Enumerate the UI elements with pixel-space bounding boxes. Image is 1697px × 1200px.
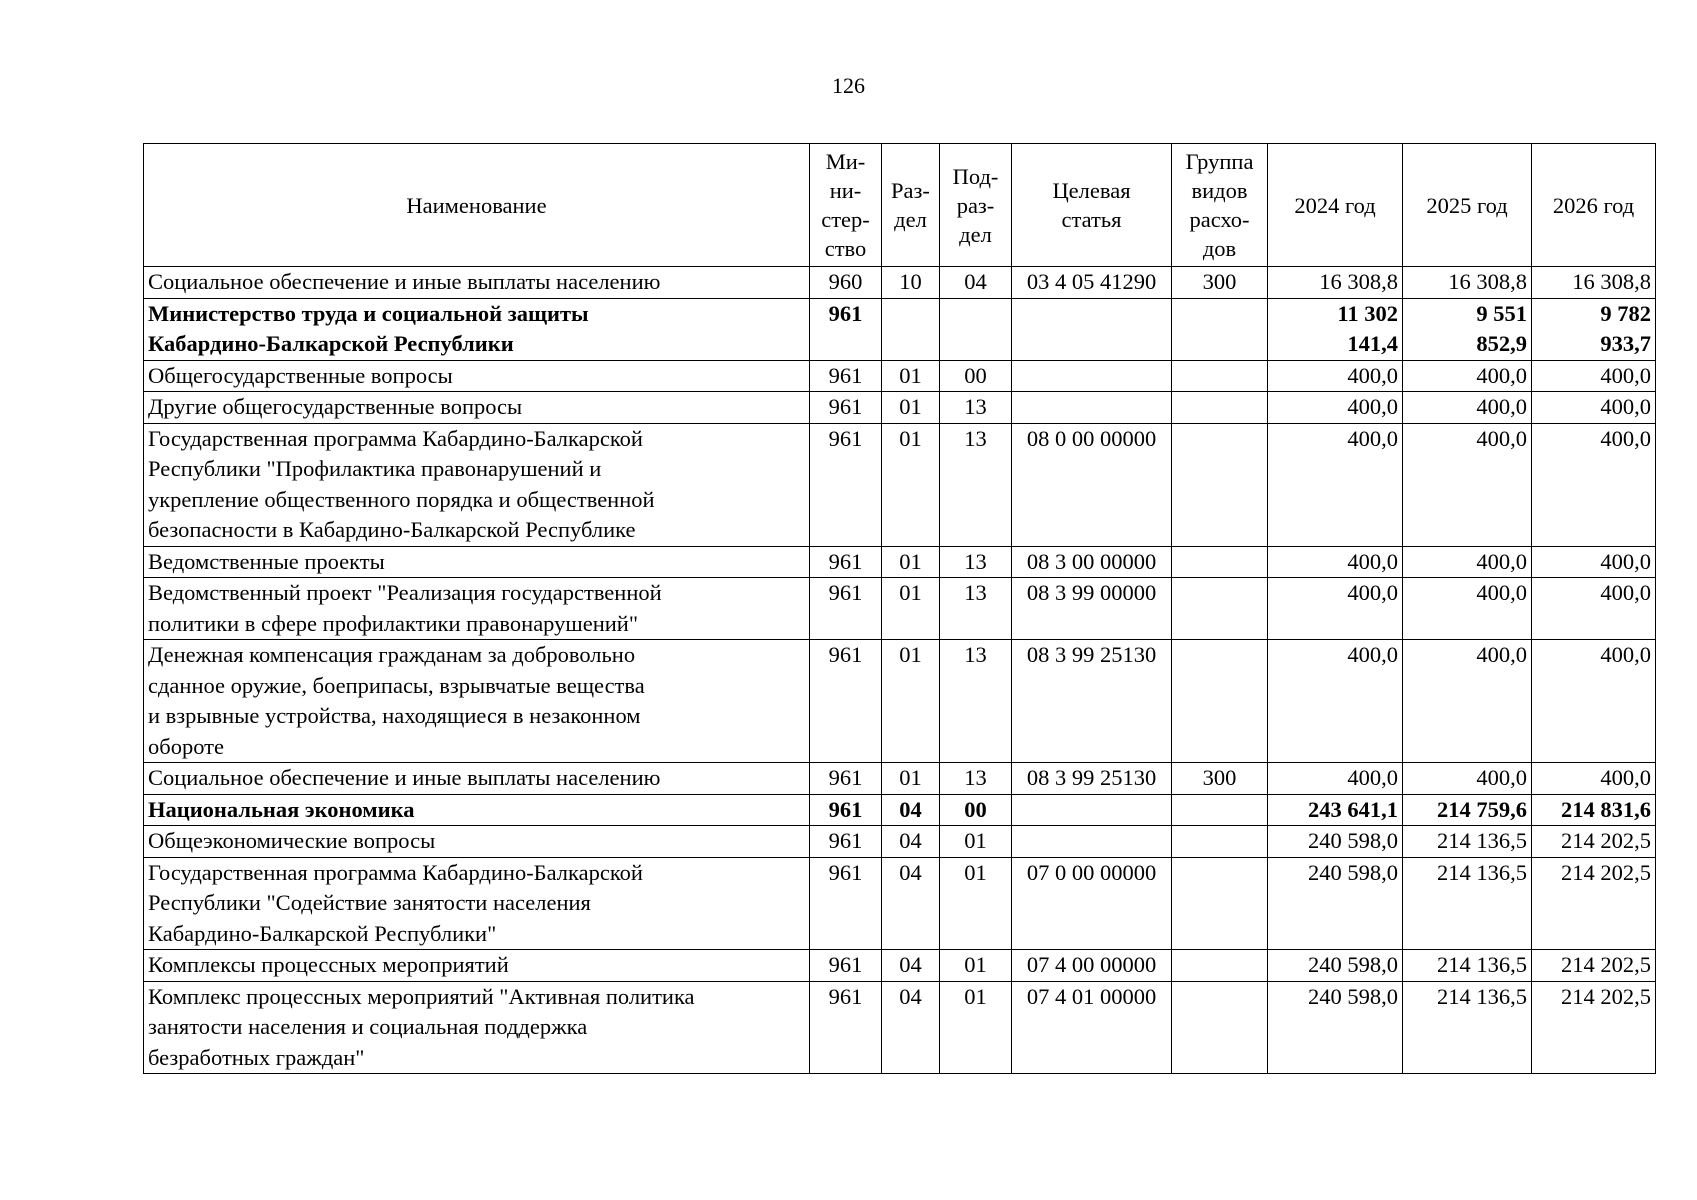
header-2024: 2024 год bbox=[1268, 144, 1403, 267]
cell-line: Республики "Содействие занятости населения bbox=[148, 890, 591, 915]
header-line: раз- bbox=[956, 192, 995, 218]
cell-line: и взрывные устройства, находящиеся в незаконном bbox=[148, 703, 641, 728]
cell-group bbox=[1172, 981, 1268, 1074]
cell-ministry: 961 bbox=[810, 578, 882, 640]
cell-y2026 bbox=[1532, 392, 1656, 424]
page-number: 126 bbox=[832, 73, 865, 98]
cell-y2024 bbox=[1268, 857, 1403, 950]
header-line: статья bbox=[1061, 207, 1122, 232]
cell-name bbox=[144, 546, 810, 578]
cell-ministry: 961 bbox=[810, 981, 882, 1074]
cell-line: 9 782 bbox=[1600, 300, 1651, 326]
cell-ministry: 961 bbox=[810, 857, 882, 950]
header-line: Целевая bbox=[1052, 178, 1131, 203]
cell-subsection bbox=[940, 298, 1012, 360]
table-body bbox=[144, 267, 1656, 1074]
cell-line: 400,0 bbox=[1347, 548, 1398, 574]
cell-y2026 bbox=[1532, 546, 1656, 578]
cell-y2024 bbox=[1268, 763, 1403, 795]
cell-line: 400,0 bbox=[1476, 548, 1527, 574]
cell-line: Социальное обеспечение и иные выплаты населению bbox=[148, 269, 661, 294]
header-line: видов bbox=[1191, 178, 1248, 203]
cell-line: 214 136,5 bbox=[1437, 828, 1527, 853]
cell-y2025 bbox=[1403, 950, 1532, 982]
cell-line: 400,0 bbox=[1347, 765, 1398, 790]
cell-name bbox=[144, 423, 810, 546]
cell-y2026 bbox=[1532, 267, 1656, 299]
cell-y2024 bbox=[1268, 578, 1403, 640]
cell-y2025 bbox=[1403, 763, 1532, 795]
cell-name bbox=[144, 267, 810, 299]
cell-line: 400,0 bbox=[1347, 425, 1398, 451]
cell-line: 400,0 bbox=[1476, 425, 1527, 451]
cell-y2026 bbox=[1532, 857, 1656, 950]
cell-y2025 bbox=[1403, 826, 1532, 858]
cell-line: 400,0 bbox=[1600, 580, 1651, 605]
cell-group bbox=[1172, 950, 1268, 982]
cell-target: 07 0 00 00000 bbox=[1012, 857, 1172, 950]
cell-section: 01 bbox=[882, 392, 940, 424]
cell-line: Кабардино-Балкарской Республики bbox=[148, 331, 514, 356]
cell-target: 08 3 00 00000 bbox=[1012, 546, 1172, 578]
cell-y2026 bbox=[1532, 794, 1656, 826]
cell-line: Комплексы процессных мероприятий bbox=[148, 952, 509, 977]
cell-name bbox=[144, 857, 810, 950]
cell-section: 01 bbox=[882, 640, 940, 763]
cell-line: 240 598,0 bbox=[1308, 828, 1398, 853]
header-line: Ми- bbox=[825, 149, 866, 174]
cell-name bbox=[144, 578, 810, 640]
cell-name bbox=[144, 763, 810, 795]
cell-y2025 bbox=[1403, 640, 1532, 763]
cell-line: безработных граждан" bbox=[148, 1044, 365, 1070]
table-row bbox=[144, 267, 1656, 299]
table-row bbox=[144, 763, 1656, 795]
cell-y2024 bbox=[1268, 546, 1403, 578]
cell-target: 08 3 99 25130 bbox=[1012, 763, 1172, 795]
cell-line: Министерство труда и социальной защиты bbox=[148, 300, 589, 326]
cell-y2025 bbox=[1403, 578, 1532, 640]
cell-group bbox=[1172, 578, 1268, 640]
cell-line: 214 202,5 bbox=[1561, 952, 1651, 977]
cell-line: 400,0 bbox=[1347, 580, 1398, 605]
cell-section: 04 bbox=[882, 950, 940, 982]
table-row bbox=[144, 423, 1656, 546]
cell-subsection: 01 bbox=[940, 950, 1012, 982]
cell-line: 141,4 bbox=[1347, 331, 1398, 356]
table-row bbox=[144, 794, 1656, 826]
cell-name bbox=[144, 298, 810, 360]
cell-line: 240 598,0 bbox=[1308, 859, 1398, 885]
cell-subsection: 13 bbox=[940, 578, 1012, 640]
cell-subsection: 13 bbox=[940, 392, 1012, 424]
cell-group bbox=[1172, 298, 1268, 360]
cell-subsection: 01 bbox=[940, 857, 1012, 950]
cell-target: 08 0 00 00000 bbox=[1012, 423, 1172, 546]
cell-group bbox=[1172, 360, 1268, 392]
cell-line: Государственная программа Кабардино-Балкарской bbox=[148, 859, 643, 885]
table-header-row bbox=[144, 144, 1656, 267]
cell-line: обороте bbox=[148, 733, 224, 759]
cell-y2026 bbox=[1532, 640, 1656, 763]
header-target bbox=[1012, 144, 1172, 267]
cell-line: 400,0 bbox=[1600, 362, 1651, 388]
header-line: расхо- bbox=[1189, 207, 1250, 232]
cell-group bbox=[1172, 826, 1268, 858]
cell-subsection: 13 bbox=[940, 640, 1012, 763]
cell-section: 01 bbox=[882, 763, 940, 795]
cell-y2024 bbox=[1268, 826, 1403, 858]
cell-group: 300 bbox=[1172, 763, 1268, 795]
cell-line: 214 202,5 bbox=[1561, 859, 1651, 885]
cell-line: 16 308,8 bbox=[1319, 269, 1398, 294]
cell-y2024 bbox=[1268, 981, 1403, 1074]
header-line: дел bbox=[959, 221, 992, 247]
cell-line: Общеэкономические вопросы bbox=[148, 828, 436, 853]
cell-name bbox=[144, 981, 810, 1074]
cell-name bbox=[144, 392, 810, 424]
cell-y2026 bbox=[1532, 950, 1656, 982]
header-line: Группа bbox=[1185, 149, 1254, 174]
cell-group bbox=[1172, 857, 1268, 950]
cell-line: 16 308,8 bbox=[1448, 269, 1527, 294]
header-line: Раз- bbox=[891, 178, 930, 203]
cell-line: 214 202,5 bbox=[1561, 983, 1651, 1009]
cell-y2025 bbox=[1403, 298, 1532, 360]
cell-line: 214 136,5 bbox=[1437, 859, 1527, 885]
cell-target: 03 4 05 41290 bbox=[1012, 267, 1172, 299]
cell-line: 400,0 bbox=[1476, 362, 1527, 388]
cell-line: 214 136,5 bbox=[1437, 983, 1527, 1009]
cell-section: 01 bbox=[882, 423, 940, 546]
cell-ministry: 961 bbox=[810, 298, 882, 360]
cell-target bbox=[1012, 298, 1172, 360]
cell-target bbox=[1012, 826, 1172, 858]
cell-line: 240 598,0 bbox=[1308, 983, 1398, 1009]
cell-subsection: 13 bbox=[940, 763, 1012, 795]
budget-table bbox=[143, 143, 1656, 1074]
cell-line: Государственная программа Кабардино-Балкарской bbox=[148, 425, 643, 451]
cell-line: 400,0 bbox=[1600, 394, 1651, 419]
cell-line: Социальное обеспечение и иные выплаты населению bbox=[148, 765, 661, 790]
cell-line: 400,0 bbox=[1476, 765, 1527, 790]
cell-line: 214 831,6 bbox=[1561, 796, 1651, 822]
cell-y2025 bbox=[1403, 857, 1532, 950]
cell-section: 04 bbox=[882, 981, 940, 1074]
cell-line: 933,7 bbox=[1600, 331, 1651, 356]
header-section bbox=[882, 144, 940, 267]
cell-line: Национальная экономика bbox=[148, 796, 415, 822]
table-row bbox=[144, 981, 1656, 1074]
cell-line: 214 136,5 bbox=[1437, 952, 1527, 977]
cell-name bbox=[144, 360, 810, 392]
header-ministry bbox=[810, 144, 882, 267]
header-subsection bbox=[940, 144, 1012, 267]
header-line: дел bbox=[894, 207, 927, 232]
cell-ministry: 961 bbox=[810, 640, 882, 763]
cell-line: 243 641,1 bbox=[1308, 796, 1398, 822]
cell-line: Общегосударственные вопросы bbox=[148, 362, 453, 388]
cell-subsection: 01 bbox=[940, 826, 1012, 858]
cell-line: 400,0 bbox=[1347, 362, 1398, 388]
cell-ministry: 961 bbox=[810, 794, 882, 826]
cell-line: Ведомственный проект "Реализация государственной bbox=[148, 580, 662, 605]
cell-y2024 bbox=[1268, 950, 1403, 982]
cell-section: 04 bbox=[882, 826, 940, 858]
cell-line: политики в сфере профилактики правонарушений" bbox=[148, 610, 639, 636]
cell-y2024 bbox=[1268, 640, 1403, 763]
cell-line: Комплекс процессных мероприятий "Активная политика bbox=[148, 983, 695, 1009]
cell-ministry: 961 bbox=[810, 392, 882, 424]
header-2026: 2026 год bbox=[1532, 144, 1656, 267]
cell-line: 400,0 bbox=[1476, 642, 1527, 667]
cell-y2026 bbox=[1532, 298, 1656, 360]
cell-y2024 bbox=[1268, 423, 1403, 546]
cell-target: 08 3 99 00000 bbox=[1012, 578, 1172, 640]
table-row bbox=[144, 578, 1656, 640]
cell-y2026 bbox=[1532, 578, 1656, 640]
cell-section: 04 bbox=[882, 794, 940, 826]
cell-ministry: 961 bbox=[810, 423, 882, 546]
cell-line: 852,9 bbox=[1476, 331, 1527, 356]
cell-line: 400,0 bbox=[1476, 394, 1527, 419]
cell-line: 400,0 bbox=[1347, 394, 1398, 419]
cell-group: 300 bbox=[1172, 267, 1268, 299]
cell-subsection: 13 bbox=[940, 546, 1012, 578]
cell-y2025 bbox=[1403, 423, 1532, 546]
cell-line: Денежная компенсация гражданам за добровольно bbox=[148, 642, 636, 667]
cell-subsection: 04 bbox=[940, 267, 1012, 299]
cell-subsection: 00 bbox=[940, 794, 1012, 826]
header-line: стер- bbox=[821, 207, 870, 232]
table-row bbox=[144, 640, 1656, 763]
cell-line: 400,0 bbox=[1600, 765, 1651, 790]
cell-line: 400,0 bbox=[1476, 580, 1527, 605]
cell-ministry: 961 bbox=[810, 763, 882, 795]
cell-group bbox=[1172, 640, 1268, 763]
table-row bbox=[144, 392, 1656, 424]
cell-line: 400,0 bbox=[1600, 548, 1651, 574]
table-row bbox=[144, 298, 1656, 360]
table-row bbox=[144, 950, 1656, 982]
cell-group bbox=[1172, 546, 1268, 578]
cell-target bbox=[1012, 360, 1172, 392]
cell-y2024 bbox=[1268, 267, 1403, 299]
cell-line: Республики "Профилактика правонарушений и bbox=[148, 456, 602, 481]
cell-line: 240 598,0 bbox=[1308, 952, 1398, 977]
cell-section bbox=[882, 298, 940, 360]
cell-y2026 bbox=[1532, 763, 1656, 795]
table-row bbox=[144, 546, 1656, 578]
cell-line: Другие общегосударственные вопросы bbox=[148, 394, 523, 419]
cell-line: 214 202,5 bbox=[1561, 828, 1651, 853]
header-line: ни- bbox=[829, 178, 862, 203]
cell-ministry: 961 bbox=[810, 950, 882, 982]
cell-subsection: 13 bbox=[940, 423, 1012, 546]
cell-ministry: 961 bbox=[810, 826, 882, 858]
cell-y2024 bbox=[1268, 392, 1403, 424]
cell-target: 07 4 00 00000 bbox=[1012, 950, 1172, 982]
table-row bbox=[144, 826, 1656, 858]
cell-y2025 bbox=[1403, 360, 1532, 392]
header-line: ство bbox=[824, 236, 867, 261]
cell-name bbox=[144, 950, 810, 982]
cell-line: сданное оружие, боеприпасы, взрывчатые вещества bbox=[148, 672, 645, 698]
cell-ministry: 961 bbox=[810, 360, 882, 392]
cell-line: Ведомственные проекты bbox=[148, 548, 385, 574]
cell-group bbox=[1172, 423, 1268, 546]
cell-subsection: 00 bbox=[940, 360, 1012, 392]
cell-y2026 bbox=[1532, 423, 1656, 546]
cell-y2025 bbox=[1403, 546, 1532, 578]
cell-y2025 bbox=[1403, 392, 1532, 424]
cell-target: 07 4 01 00000 bbox=[1012, 981, 1172, 1074]
header-line: дов bbox=[1202, 236, 1237, 261]
cell-line: 400,0 bbox=[1600, 642, 1651, 667]
cell-y2025 bbox=[1403, 267, 1532, 299]
cell-ministry: 960 bbox=[810, 267, 882, 299]
cell-y2026 bbox=[1532, 826, 1656, 858]
cell-line: 214 759,6 bbox=[1437, 796, 1527, 822]
table-row bbox=[144, 360, 1656, 392]
cell-line: 400,0 bbox=[1347, 642, 1398, 667]
cell-y2026 bbox=[1532, 981, 1656, 1074]
cell-line: 16 308,8 bbox=[1572, 269, 1651, 294]
cell-line: 400,0 bbox=[1600, 425, 1651, 451]
cell-line: безопасности в Кабардино-Балкарской Республике bbox=[148, 517, 636, 542]
cell-line: укрепление общественного порядка и общественной bbox=[148, 486, 655, 512]
header-2025: 2025 год bbox=[1403, 144, 1532, 267]
cell-y2025 bbox=[1403, 981, 1532, 1074]
cell-line: 9 551 bbox=[1476, 300, 1527, 326]
cell-y2024 bbox=[1268, 360, 1403, 392]
table-row bbox=[144, 857, 1656, 950]
cell-section: 04 bbox=[882, 857, 940, 950]
cell-y2025 bbox=[1403, 794, 1532, 826]
cell-section: 01 bbox=[882, 360, 940, 392]
cell-section: 10 bbox=[882, 267, 940, 299]
header-name: Наименование bbox=[144, 144, 810, 267]
header-line: Под- bbox=[952, 163, 999, 189]
cell-subsection: 01 bbox=[940, 981, 1012, 1074]
cell-section: 01 bbox=[882, 546, 940, 578]
cell-section: 01 bbox=[882, 578, 940, 640]
cell-y2026 bbox=[1532, 360, 1656, 392]
cell-target bbox=[1012, 392, 1172, 424]
cell-name bbox=[144, 640, 810, 763]
cell-y2024 bbox=[1268, 794, 1403, 826]
cell-target bbox=[1012, 794, 1172, 826]
cell-ministry: 961 bbox=[810, 546, 882, 578]
cell-line: занятости населения и социальная поддержка bbox=[148, 1014, 588, 1039]
cell-group bbox=[1172, 392, 1268, 424]
cell-y2024 bbox=[1268, 298, 1403, 360]
cell-group bbox=[1172, 794, 1268, 826]
cell-target: 08 3 99 25130 bbox=[1012, 640, 1172, 763]
cell-name bbox=[144, 826, 810, 858]
cell-line: 11 302 bbox=[1337, 300, 1398, 326]
header-group bbox=[1172, 144, 1268, 267]
cell-name bbox=[144, 794, 810, 826]
cell-line: Кабардино-Балкарской Республики" bbox=[148, 920, 497, 946]
